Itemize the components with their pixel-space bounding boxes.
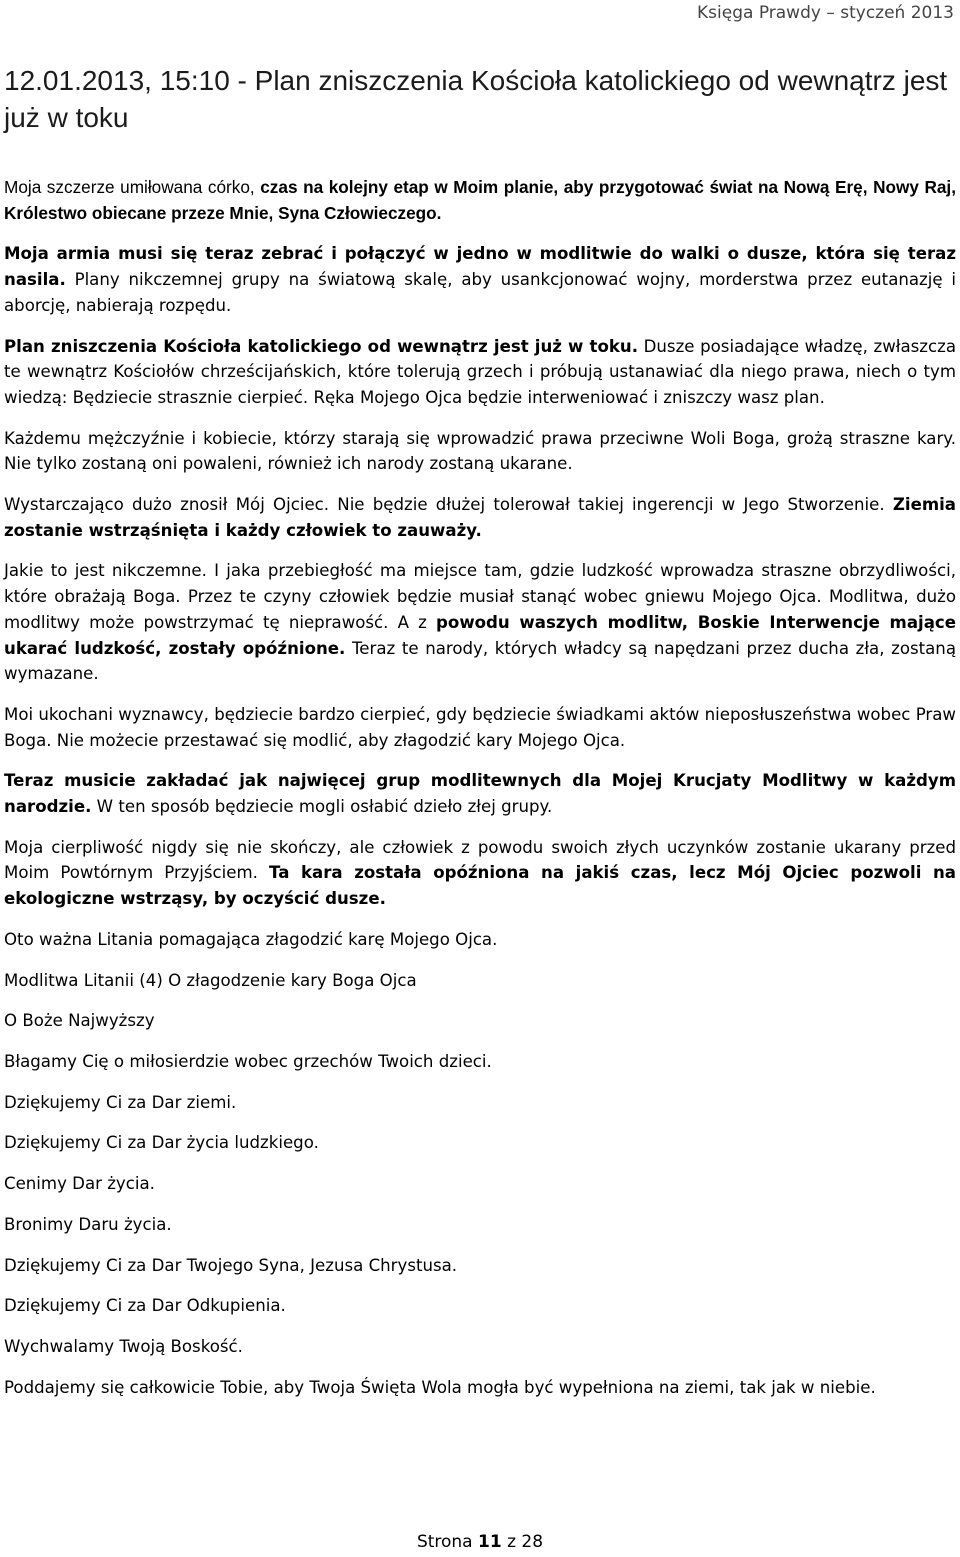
litany-line: Dziękujemy Ci za Dar Twojego Syna, Jezusa Chrystusa. — [4, 1255, 458, 1275]
paragraph — [4, 334, 956, 411]
paragraph-bold-text: powodu waszych modlitw, Boskie Interwencje mające ukarać ludzkość, zostały opóźnione. — [4, 612, 957, 658]
paragraph-text: Jakie to jest nikczemne. I jaka przebiegłość ma miejsce tam, gdzie ludzkość wprowadza straszne obrzydliwości, które obrażają Boga. Przez te czyny człowiek będzie musiał stanąć wobec gniewu Mojego Ojca. Modlitwa, dużo modlitwy może powstrzymać tę nieprawość. A z — [4, 561, 956, 632]
litany-line: Wychwalamy Twoją Boskość. — [4, 1336, 243, 1356]
paragraph — [4, 175, 956, 226]
paragraph — [4, 426, 956, 477]
paragraph-bold-text: Ziemia zostanie wstrząśnięta i każdy człowiek to zauważy. — [4, 495, 956, 540]
paragraph-text: Plany nikczemnej grupy na światową skalę, aby usankcjonować wojny, morderstwa przez eutanazję i aborcję, nabierają rozpędu. — [4, 270, 956, 315]
paragraph-bold-text: Moja armia musi się teraz zebrać i połączyć w jedno w modlitwie do walki o dusze, która się teraz nasila. — [4, 244, 956, 290]
paragraph — [4, 768, 956, 819]
litany-title: Modlitwa Litanii (4) O złagodzenie kary Boga Ojca — [4, 970, 417, 990]
footer-middle: z — [501, 1532, 522, 1552]
paragraph-text: Każdemu mężczyźnie i kobiecie, którzy starają się wprowadzić prawa przeciwne Woli Boga, grożą straszne kary. Nie tylko zostaną oni powaleni, również ich narody zostaną ukarane. — [4, 428, 956, 474]
running-header: Księga Prawdy – styczeń 2013 — [697, 3, 954, 23]
footer-prefix: Strona — [416, 1532, 479, 1552]
paragraph-text: Teraz te narody, których władcy są napędzani przez ducha zła, zostaną wymazane. — [4, 638, 956, 684]
litany-line: Poddajemy się całkowicie Tobie, aby Twoja Święta Wola mogła być wypełniona na ziemi, tak jak w niebie. — [4, 1377, 876, 1397]
article-body — [4, 175, 956, 1415]
litany-line: Dziękujemy Ci za Dar ziemi. — [4, 1092, 237, 1112]
paragraph — [4, 558, 956, 687]
litany-line: Dziękujemy Ci za Dar Odkupienia. — [4, 1296, 286, 1316]
page-footer — [0, 1532, 960, 1552]
litany-line: Błagamy Cię o miłosierdzie wobec grzechów Twoich dzieci. — [4, 1051, 492, 1071]
paragraph-text: Moja szczerze umiłowana córko, — [4, 177, 261, 197]
litany-intro: Oto ważna Litania pomagająca złagodzić karę Mojego Ojca. — [4, 929, 498, 949]
page-total: 28 — [521, 1532, 544, 1552]
paragraph — [4, 492, 956, 543]
paragraph-text: W ten sposób będziecie mogli osłabić dzieło złej grupy. — [91, 797, 553, 817]
paragraph-bold-text: Plan zniszczenia Kościoła katolickiego od wewnątrz jest już w toku. — [4, 336, 639, 356]
paragraph-bold-text: Ta kara została opóźniona na jakiś czas, lecz Mój Ojciec pozwoli na ekologiczne wstrząsy, by oczyścić dusze. — [4, 863, 956, 909]
litany-line: Cenimy Dar życia. — [4, 1174, 155, 1194]
paragraph-text: Moi ukochani wyznawcy, będziecie bardzo cierpieć, gdy będziecie świadkami aktów nieposłuszeństwa wobec Praw Boga. Nie możecie przestawać się modlić, aby złagodzić kary Mojego Ojca. — [4, 704, 956, 750]
litany-line: Dziękujemy Ci za Dar życia ludzkiego. — [4, 1133, 319, 1153]
paragraph-bold-text: czas na kolejny etap w Moim planie, aby przygotować świat na Nową Erę, Nowy Raj, Królestwo obiecane przeze Mnie, Syna Człowieczego. — [4, 177, 956, 223]
paragraph-bold-text: Teraz musicie zakładać jak najwięcej grup modlitewnych dla Mojej Krucjaty Modlitwy w każdym narodzie. — [4, 771, 956, 817]
paragraph — [4, 835, 956, 912]
paragraph-text: Wystarczająco dużo znosił Mój Ojciec. Nie będzie dłużej tolerował takiej ingerencji w Jego Stworzenie. — [4, 495, 893, 515]
paragraph-text: Dusze posiadające władzę, zwłaszcza te wewnątrz Kościołów chrześcijańskich, które tolerują grzech i próbują ustanawiać dla niego prawa, niech o tym wiedzą: Będziecie strasznie cierpieć. Ręka Mojego Ojca będzie interweniować i zniszczy wasz plan. — [4, 336, 957, 407]
paragraph — [4, 702, 956, 753]
page-number: 11 — [478, 1532, 502, 1552]
paragraph — [4, 241, 956, 318]
litany-line: O Boże Najwyższy — [4, 1011, 155, 1031]
litany-line: Bronimy Daru życia. — [4, 1214, 172, 1234]
page-title: 12.01.2013, 15:10 - Plan zniszczenia Kościoła katolickiego od wewnątrz jest już w toku — [4, 65, 948, 133]
paragraph-text: Moja cierpliwość nigdy się nie skończy, ale człowiek z powodu swoich złych uczynków zostanie ukarany przed Moim Powtórnym Przyjściem. — [4, 837, 956, 883]
